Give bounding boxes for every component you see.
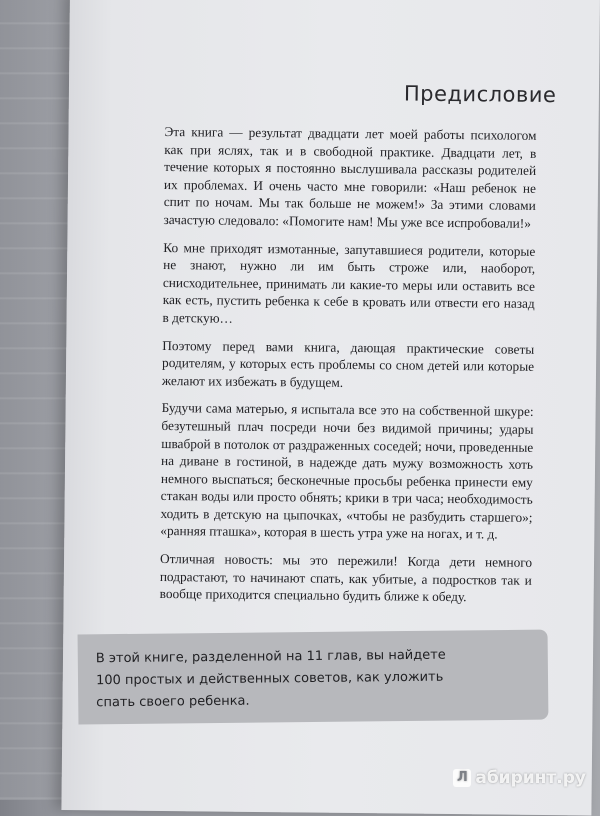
paragraph-parents: Ко мне приходят измотанные, запутавшиеся родители, которые не знают, нужно ли им быть строже или, наоборот, снисходительнее, принимать ли какие-то меры или оставить все как есть, пустить ребенка к себе в кровать или отвести его назад в детскую… — [162, 239, 536, 326]
body-text — [159, 123, 536, 617]
paragraph-intro: Эта книга — результат двадцати лет моей работы психологом как при яслях, так и в свободной практике. Двадцати лет, в течение которых я постоянно выслушивала рассказы родителей их проблемах. И очень часто мне говорили: «Наш ребенок не спит по ночам. Мы так больше не можем!» За этими словами зачастую следовало: «Помогите нам! Мы уже все испробовали!» — [163, 123, 537, 231]
paragraph-good-news: Отличная новость: мы это пережили! Когда дети немного подрастают, то начинают спать, как убитые, а подростков так и вообще приходится специально будить ближе к обеду. — [159, 551, 533, 605]
callout-box — [78, 630, 549, 725]
paragraph-experience: Будучи сама матерью, я испытала все это на собственной шкуре: безутешный плач посреди ночи без видимой причины; удары шваброй в потолок от раздраженных соседей; ночи, проведенные на диване в гостиной, в надежде дать мужу возможность хоть немного выспаться; бесконечные просьбы ребенка принести ему стакан воды или просто обнять; крики в три часа; необходимость ходить в детскую на цыпочках, «чтобы не разбудить старшего»; «ранняя пташка», которая в шесть утра уже на ногах, и т. д. — [160, 400, 534, 542]
watermark-text: абиринт.ру — [475, 768, 586, 788]
callout-text: В этой книге, разделенной на 11 глав, вы найдете 100 простых и действенных советов, как уложить спать своего ребенка. — [95, 647, 446, 711]
paragraph-purpose: Поэтому перед вами книга, дающая практические советы родителям, у которых есть проблемы со сном детей или которые желают их избежать в будущем. — [161, 337, 535, 390]
page-title: Предисловие — [403, 81, 557, 108]
watermark-logo-icon: Л — [453, 769, 471, 787]
watermark-logo — [453, 768, 586, 788]
